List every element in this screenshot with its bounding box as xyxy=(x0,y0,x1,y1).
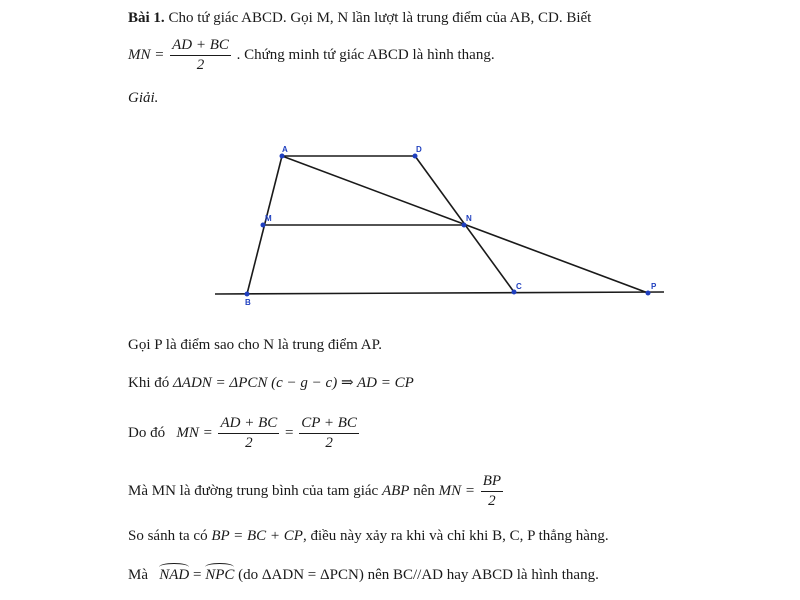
step-3-eq: = xyxy=(285,424,294,441)
step-3-f1-den: 2 xyxy=(245,435,253,451)
point-M xyxy=(261,223,266,228)
step-3-frac-2 xyxy=(299,414,359,453)
step-4-den: 2 xyxy=(488,493,496,509)
base-line xyxy=(215,292,664,294)
step-2 xyxy=(128,373,414,392)
point-B xyxy=(245,292,250,297)
solution-label: Giải. xyxy=(128,90,159,106)
step-3-f1-num: AD + BC xyxy=(218,414,279,434)
step-6-prefix: Mà xyxy=(128,567,148,583)
problem-title: Bài 1. xyxy=(128,10,165,26)
label-M: M xyxy=(265,214,272,223)
label-D: D xyxy=(416,145,422,154)
step-1: Gọi P là điểm sao cho N là trung điểm AP. xyxy=(128,337,383,353)
step-4-lhs: MN = xyxy=(438,482,475,499)
step-4-prefix: Mà MN là đường trung bình của tam giác xyxy=(128,482,379,499)
step-3-prefix: Do đó xyxy=(128,424,166,441)
step-3-lhs: MN = xyxy=(176,424,213,441)
step-4-frac xyxy=(481,472,503,511)
step-6-tail: nên BC//AD hay ABCD là hình thang. xyxy=(367,567,599,583)
step-4-mid: nên xyxy=(413,482,435,499)
step-6 xyxy=(128,567,599,584)
problem-frac-den: 2 xyxy=(196,57,205,73)
step-4-triangle: ABP xyxy=(381,482,410,499)
label-B: B xyxy=(245,298,251,307)
problem-tail: . Chứng minh tứ giác ABCD là hình thang. xyxy=(236,46,495,63)
step-5-prefix: So sánh ta có xyxy=(128,528,208,544)
label-P: P xyxy=(651,282,657,291)
step-3-f2-den: 2 xyxy=(325,435,333,451)
step-3-frac-1 xyxy=(218,414,279,453)
step-2-math: ΔADN = ΔPCN (c − g − c) ⇒ AD = CP xyxy=(173,375,414,391)
label-C: C xyxy=(516,282,522,291)
problem-frac-num: AD + BC xyxy=(170,36,231,56)
step-5 xyxy=(128,528,609,545)
point-D xyxy=(413,154,418,159)
step-4 xyxy=(128,472,505,511)
step-3-f2-num: CP + BC xyxy=(299,414,359,434)
point-N xyxy=(462,223,467,228)
step-6-eq: = xyxy=(193,567,202,583)
problem-mn-lhs: MN = xyxy=(128,46,165,63)
step-6-angle-nad: NAD xyxy=(159,567,190,583)
point-A xyxy=(280,154,285,159)
point-P xyxy=(646,291,651,296)
step-5-tail: , điều này xảy ra khi và chỉ khi B, C, P thẳng hàng. xyxy=(302,528,609,544)
step-6-angle-npc: NPC xyxy=(205,567,235,583)
step-3 xyxy=(128,414,361,453)
label-N: N xyxy=(466,214,472,223)
step-6-paren: (do ΔADN = ΔPCN) xyxy=(238,567,364,583)
step-5-math: BP = BC + CP xyxy=(211,528,303,544)
step-4-num: BP xyxy=(481,472,503,492)
label-A: A xyxy=(282,145,288,154)
step-2-prefix: Khi đó xyxy=(128,375,170,391)
problem-text: Cho tứ giác ABCD. Gọi M, N lần lượt là trung điểm của AB, CD. Biết xyxy=(168,10,592,26)
